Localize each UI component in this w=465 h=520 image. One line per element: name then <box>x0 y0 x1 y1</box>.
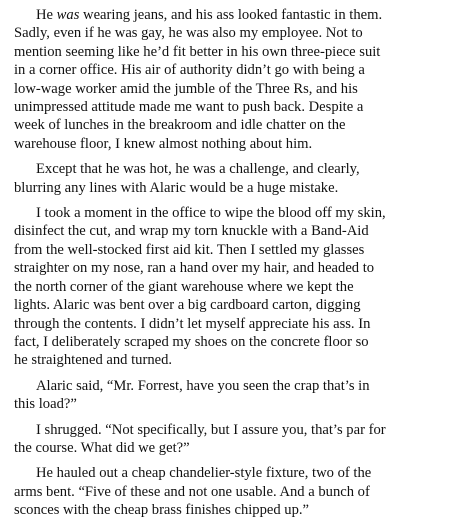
paragraph-5: I shrugged. “Not specifically, but I assure you, that’s par for the course. What did we get?” <box>14 421 386 456</box>
paragraph-1-start: He <box>36 7 57 23</box>
paragraph-1-emphasis: was <box>56 7 80 23</box>
paragraph-2: Except that he was hot, he was a challenge, and clearly, blurring any lines with Alaric would be a huge mistake. <box>14 161 360 196</box>
paragraph-6: He hauled out a cheap chandelier-style fixture, two of the arms bent. “Five of these and not one usable. And a bunch of sconces with the cheap brass finishes chipped up.” <box>14 465 372 519</box>
paragraph-3: I took a moment in the office to wipe the blood off my skin, disinfect the cut, and wrap my torn knuckle with a Band-Aid from the well-stocked first aid kit. Then I settled my glasses straighter on my nose, ran a hand over my hair, and headed to the north corner of the giant warehouse where we kept the lights. Alaric was bent over a big cardboard carton, digging through the contents. I didn’t let myself appreciate his ass. In fact, I deliberately scraped my shoes on the concrete floor so he straightened and turned. <box>14 205 386 369</box>
paragraph-1-rest: wearing jeans, and his ass looked fantastic in them. Sadly, even if he was gay, he was also my employee. Not to mention seeming like he’d fit better in his own three-piece suit in a corner office. His air of authority didn’t go with being a low-wage worker amid the jumble of the Three Rs, and his unimpressed attitude made me want to push back. Despite a week of lunches in the breakroom and idle chatter on the warehouse floor, I knew almost nothing about him. <box>14 7 383 152</box>
paragraph-1 <box>14 6 451 153</box>
paragraph-4: Alaric said, “Mr. Forrest, have you seen the crap that’s in this load?” <box>14 377 370 413</box>
